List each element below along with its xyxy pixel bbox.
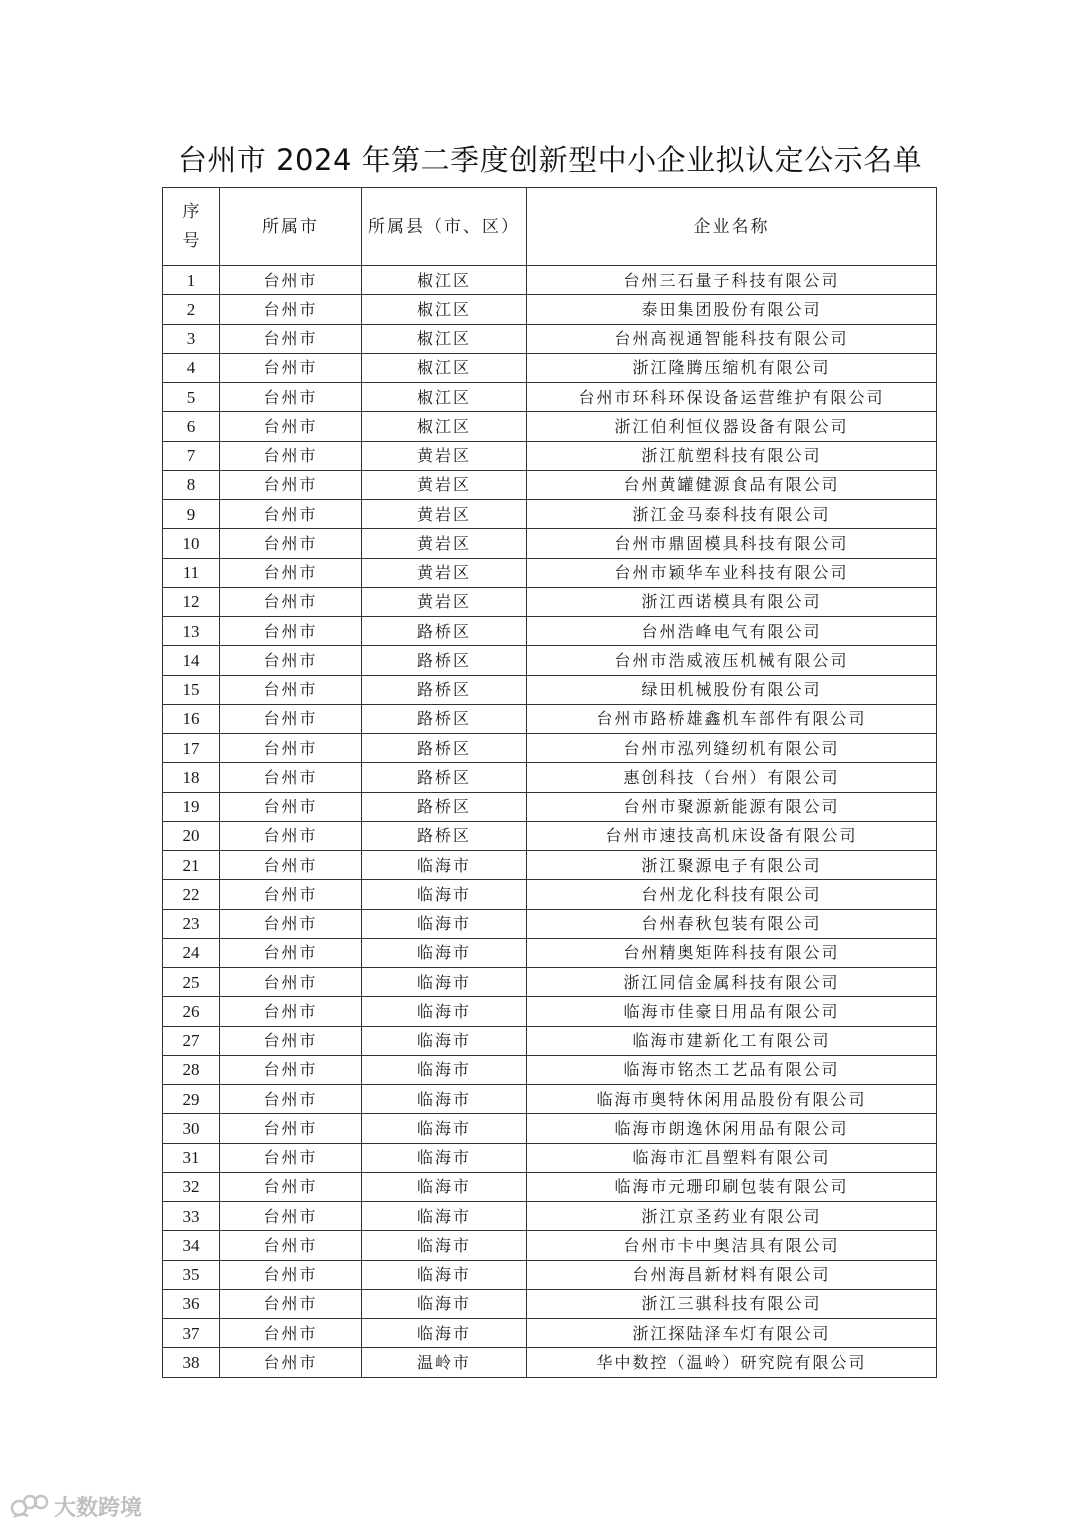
cell-city: 台州市: [220, 470, 362, 499]
cell-city: 台州市: [220, 383, 362, 412]
cell-company-name: 浙江探陆泽车灯有限公司: [527, 1319, 937, 1348]
cell-county: 椒江区: [362, 295, 527, 324]
cell-serial-number: 4: [163, 353, 220, 382]
table-row: [163, 704, 937, 733]
cell-serial-number: 20: [163, 821, 220, 850]
cell-city: 台州市: [220, 851, 362, 880]
cell-serial-number: 37: [163, 1319, 220, 1348]
cell-city: 台州市: [220, 1319, 362, 1348]
cell-serial-number: 13: [163, 617, 220, 646]
cell-serial-number: 22: [163, 880, 220, 909]
table-row: [163, 500, 937, 529]
cell-serial-number: 14: [163, 646, 220, 675]
cell-county: 临海市: [362, 1289, 527, 1318]
cell-county: 椒江区: [362, 383, 527, 412]
table-row: [163, 851, 937, 880]
table-row: [163, 1260, 937, 1289]
cell-city: 台州市: [220, 324, 362, 353]
cell-serial-number: 1: [163, 266, 220, 295]
cell-county: 路桥区: [362, 617, 527, 646]
cell-company-name: 台州市卡中奥洁具有限公司: [527, 1231, 937, 1260]
cell-city: 台州市: [220, 412, 362, 441]
cell-city: 台州市: [220, 529, 362, 558]
cell-city: 台州市: [220, 558, 362, 587]
cell-serial-number: 27: [163, 1026, 220, 1055]
cell-company-name: 台州市聚源新能源有限公司: [527, 792, 937, 821]
cell-county: 温岭市: [362, 1348, 527, 1377]
cell-serial-number: 36: [163, 1289, 220, 1318]
cell-serial-number: 12: [163, 587, 220, 616]
cell-county: 椒江区: [362, 353, 527, 382]
header-serial-number: [163, 188, 220, 266]
cell-serial-number: 2: [163, 295, 220, 324]
cell-county: 黄岩区: [362, 529, 527, 558]
cell-county: 黄岩区: [362, 500, 527, 529]
cell-city: 台州市: [220, 763, 362, 792]
table-header: [163, 188, 937, 266]
cell-city: 台州市: [220, 968, 362, 997]
cell-serial-number: 25: [163, 968, 220, 997]
cell-county: 临海市: [362, 1085, 527, 1114]
table-row: [163, 383, 937, 412]
table-row: [163, 266, 937, 295]
cell-county: 路桥区: [362, 646, 527, 675]
cell-serial-number: 38: [163, 1348, 220, 1377]
table-row: [163, 470, 937, 499]
cell-serial-number: 7: [163, 441, 220, 470]
cell-city: 台州市: [220, 675, 362, 704]
cell-serial-number: 29: [163, 1085, 220, 1114]
cell-company-name: 浙江伯利恒仪器设备有限公司: [527, 412, 937, 441]
cell-county: 临海市: [362, 1231, 527, 1260]
cell-company-name: 台州市浩威液压机械有限公司: [527, 646, 937, 675]
table-row: [163, 1319, 937, 1348]
cell-city: 台州市: [220, 821, 362, 850]
cell-city: 台州市: [220, 909, 362, 938]
cell-city: 台州市: [220, 1114, 362, 1143]
cell-company-name: 台州市路桥雄鑫机车部件有限公司: [527, 704, 937, 733]
cell-county: 临海市: [362, 880, 527, 909]
cell-serial-number: 34: [163, 1231, 220, 1260]
cell-city: 台州市: [220, 353, 362, 382]
cell-serial-number: 35: [163, 1260, 220, 1289]
table-row: [163, 1289, 937, 1318]
cell-serial-number: 15: [163, 675, 220, 704]
cell-county: 路桥区: [362, 704, 527, 733]
cell-city: 台州市: [220, 500, 362, 529]
cell-city: 台州市: [220, 734, 362, 763]
cell-county: 临海市: [362, 1319, 527, 1348]
cell-company-name: 台州海昌新材料有限公司: [527, 1260, 937, 1289]
cell-county: 临海市: [362, 851, 527, 880]
cell-county: 黄岩区: [362, 441, 527, 470]
cell-company-name: 台州市泓列缝纫机有限公司: [527, 734, 937, 763]
table-row: [163, 997, 937, 1026]
cell-county: 临海市: [362, 1114, 527, 1143]
cell-serial-number: 28: [163, 1055, 220, 1084]
cell-company-name: 台州市鼎固模具科技有限公司: [527, 529, 937, 558]
table-row: [163, 587, 937, 616]
table-row: [163, 617, 937, 646]
cell-company-name: 浙江聚源电子有限公司: [527, 851, 937, 880]
cell-serial-number: 3: [163, 324, 220, 353]
cell-county: 临海市: [362, 909, 527, 938]
header-county: 所属县（市、区）: [362, 188, 527, 266]
enterprise-table: [162, 187, 937, 1378]
cell-serial-number: 19: [163, 792, 220, 821]
header-row: [163, 188, 937, 266]
cell-company-name: 台州市速技高机床设备有限公司: [527, 821, 937, 850]
watermark: [10, 1490, 142, 1522]
table-body: [163, 266, 937, 1378]
cell-serial-number: 30: [163, 1114, 220, 1143]
cell-city: 台州市: [220, 1055, 362, 1084]
cell-serial-number: 23: [163, 909, 220, 938]
cell-company-name: 临海市建新化工有限公司: [527, 1026, 937, 1055]
cell-county: 椒江区: [362, 412, 527, 441]
cell-county: 临海市: [362, 1055, 527, 1084]
table-row: [163, 412, 937, 441]
cell-city: 台州市: [220, 1026, 362, 1055]
table-row: [163, 1143, 937, 1172]
table-row: [163, 880, 937, 909]
table-row: [163, 646, 937, 675]
cell-company-name: 浙江京圣药业有限公司: [527, 1202, 937, 1231]
cell-city: 台州市: [220, 704, 362, 733]
table-row: [163, 821, 937, 850]
cell-county: 临海市: [362, 997, 527, 1026]
cell-county: 椒江区: [362, 324, 527, 353]
cell-city: 台州市: [220, 1202, 362, 1231]
cell-city: 台州市: [220, 646, 362, 675]
brand-logo-icon: [10, 1492, 50, 1520]
cell-county: 路桥区: [362, 675, 527, 704]
cell-company-name: 台州浩峰电气有限公司: [527, 617, 937, 646]
cell-city: 台州市: [220, 295, 362, 324]
cell-county: 路桥区: [362, 821, 527, 850]
watermark-text: 大数跨境: [54, 1495, 143, 1521]
table-row: [163, 441, 937, 470]
cell-serial-number: 11: [163, 558, 220, 587]
table-row: [163, 1348, 937, 1377]
table-row: [163, 324, 937, 353]
cell-county: 路桥区: [362, 734, 527, 763]
cell-city: 台州市: [220, 997, 362, 1026]
cell-county: 椒江区: [362, 266, 527, 295]
table-row: [163, 675, 937, 704]
cell-company-name: 台州高视通智能科技有限公司: [527, 324, 937, 353]
cell-company-name: 华中数控（温岭）研究院有限公司: [527, 1348, 937, 1377]
cell-city: 台州市: [220, 1172, 362, 1201]
cell-county: 黄岩区: [362, 587, 527, 616]
cell-city: 台州市: [220, 792, 362, 821]
cell-city: 台州市: [220, 617, 362, 646]
cell-company-name: 台州龙化科技有限公司: [527, 880, 937, 909]
cell-county: 临海市: [362, 938, 527, 967]
cell-county: 黄岩区: [362, 558, 527, 587]
header-company-name: 企业名称: [527, 188, 937, 266]
cell-company-name: 浙江三骐科技有限公司: [527, 1289, 937, 1318]
cell-county: 临海市: [362, 968, 527, 997]
cell-serial-number: 9: [163, 500, 220, 529]
table-row: [163, 1055, 937, 1084]
table-row: [163, 1085, 937, 1114]
cell-company-name: 台州精奥矩阵科技有限公司: [527, 938, 937, 967]
cell-county: 临海市: [362, 1026, 527, 1055]
table-row: [163, 558, 937, 587]
cell-serial-number: 8: [163, 470, 220, 499]
cell-city: 台州市: [220, 1085, 362, 1114]
table-row: [163, 529, 937, 558]
cell-city: 台州市: [220, 1289, 362, 1318]
cell-company-name: 临海市奥特休闲用品股份有限公司: [527, 1085, 937, 1114]
cell-serial-number: 5: [163, 383, 220, 412]
cell-company-name: 浙江同信金属科技有限公司: [527, 968, 937, 997]
cell-serial-number: 10: [163, 529, 220, 558]
cell-company-name: 台州三石量子科技有限公司: [527, 266, 937, 295]
cell-county: 临海市: [362, 1143, 527, 1172]
document-title: 台州市 2024 年第二季度创新型中小企业拟认定公示名单: [177, 143, 923, 177]
table-row: [163, 792, 937, 821]
cell-company-name: 台州黄罐健源食品有限公司: [527, 470, 937, 499]
cell-company-name: 临海市佳豪日用品有限公司: [527, 997, 937, 1026]
cell-company-name: 浙江隆腾压缩机有限公司: [527, 353, 937, 382]
cell-company-name: 临海市铭杰工艺品有限公司: [527, 1055, 937, 1084]
cell-county: 路桥区: [362, 763, 527, 792]
cell-company-name: 临海市元珊印刷包装有限公司: [527, 1172, 937, 1201]
cell-serial-number: 33: [163, 1202, 220, 1231]
cell-serial-number: 17: [163, 734, 220, 763]
cell-city: 台州市: [220, 880, 362, 909]
cell-company-name: 浙江西诺模具有限公司: [527, 587, 937, 616]
table-row: [163, 968, 937, 997]
table-row: [163, 295, 937, 324]
cell-company-name: 惠创科技（台州）有限公司: [527, 763, 937, 792]
table-row: [163, 1202, 937, 1231]
cell-city: 台州市: [220, 1260, 362, 1289]
cell-company-name: 浙江金马泰科技有限公司: [527, 500, 937, 529]
table-row: [163, 734, 937, 763]
cell-company-name: 临海市朗逸休闲用品有限公司: [527, 1114, 937, 1143]
cell-county: 临海市: [362, 1172, 527, 1201]
cell-county: 临海市: [362, 1260, 527, 1289]
cell-serial-number: 16: [163, 704, 220, 733]
cell-serial-number: 31: [163, 1143, 220, 1172]
cell-serial-number: 6: [163, 412, 220, 441]
cell-serial-number: 24: [163, 938, 220, 967]
cell-company-name: 台州春秋包装有限公司: [527, 909, 937, 938]
cell-serial-number: 26: [163, 997, 220, 1026]
cell-city: 台州市: [220, 1231, 362, 1260]
cell-city: 台州市: [220, 938, 362, 967]
table-row: [163, 1114, 937, 1143]
cell-company-name: 浙江航塑科技有限公司: [527, 441, 937, 470]
header-city: 所属市: [220, 188, 362, 266]
cell-company-name: 台州市颖华车业科技有限公司: [527, 558, 937, 587]
table-row: [163, 938, 937, 967]
cell-company-name: 台州市环科环保设备运营维护有限公司: [527, 383, 937, 412]
header-serial-number-text: 序号: [182, 201, 200, 251]
cell-county: 黄岩区: [362, 470, 527, 499]
cell-city: 台州市: [220, 266, 362, 295]
cell-city: 台州市: [220, 1348, 362, 1377]
table-row: [163, 353, 937, 382]
table-row: [163, 1231, 937, 1260]
cell-company-name: 临海市汇昌塑料有限公司: [527, 1143, 937, 1172]
cell-serial-number: 18: [163, 763, 220, 792]
cell-city: 台州市: [220, 587, 362, 616]
cell-city: 台州市: [220, 1143, 362, 1172]
cell-city: 台州市: [220, 441, 362, 470]
cell-serial-number: 21: [163, 851, 220, 880]
table-row: [163, 1172, 937, 1201]
table-row: [163, 763, 937, 792]
table-row: [163, 909, 937, 938]
cell-county: 临海市: [362, 1202, 527, 1231]
table-row: [163, 1026, 937, 1055]
cell-company-name: 绿田机械股份有限公司: [527, 675, 937, 704]
cell-serial-number: 32: [163, 1172, 220, 1201]
cell-county: 路桥区: [362, 792, 527, 821]
cell-company-name: 泰田集团股份有限公司: [527, 295, 937, 324]
